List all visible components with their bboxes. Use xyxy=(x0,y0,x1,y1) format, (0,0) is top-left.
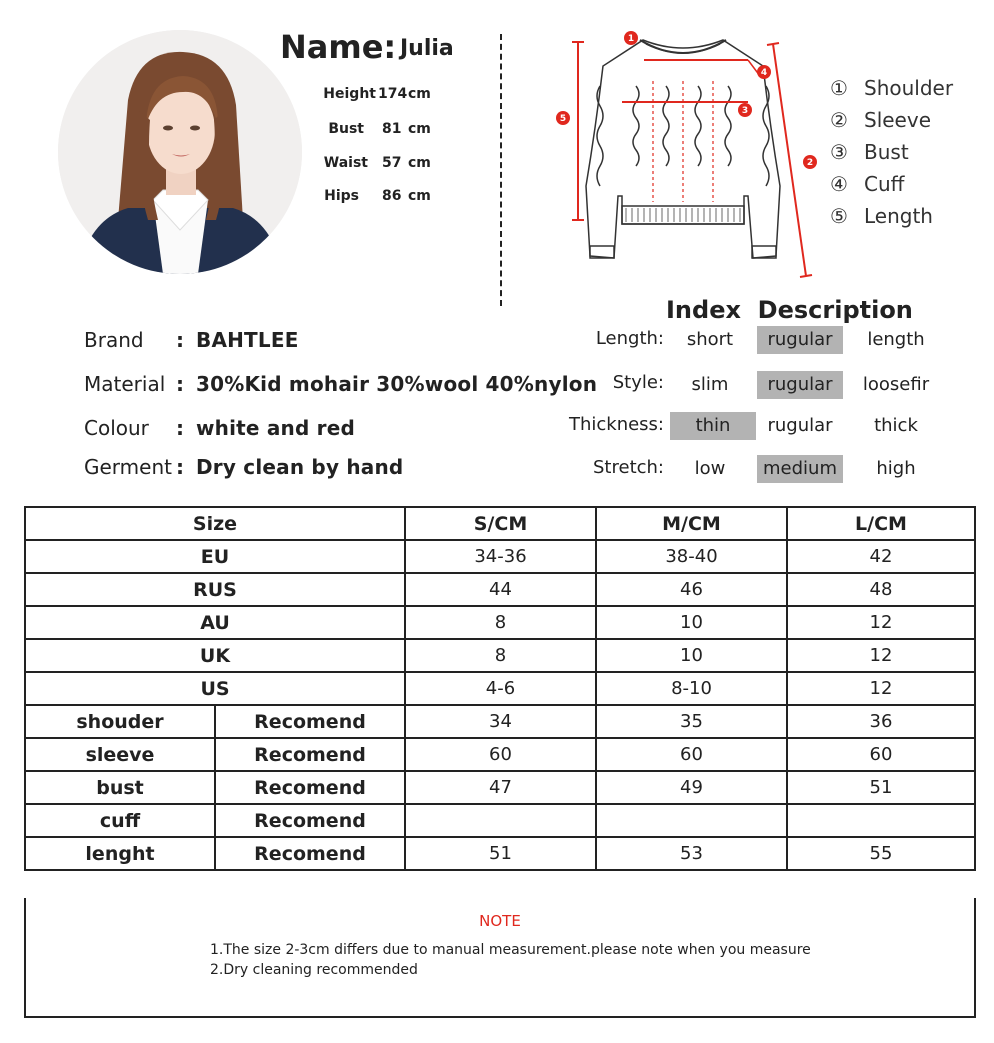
cell: 12 xyxy=(787,639,975,672)
cell: 10 xyxy=(596,606,787,639)
legend-length: ⑤ Length xyxy=(830,204,933,228)
header-l: L/CM xyxy=(787,507,975,540)
header-size: Size xyxy=(25,507,405,540)
stat-waist-label: Waist xyxy=(323,155,368,171)
marker-4: 4 xyxy=(760,68,768,78)
stat-bust-label: Bust xyxy=(328,121,364,137)
table-row xyxy=(25,573,975,606)
cell xyxy=(405,804,596,837)
row-label-us: US xyxy=(25,672,405,705)
stat-waist-value: 57 xyxy=(382,155,402,171)
cell: 8-10 xyxy=(596,672,787,705)
legend-sleeve: ② Sleeve xyxy=(830,108,932,132)
cell: 51 xyxy=(405,837,596,870)
name-label: Name: xyxy=(280,28,397,66)
sweater-sketch xyxy=(548,26,818,286)
stat-height-unit: cm xyxy=(408,86,431,102)
legend-shoulder: ① Shoulder xyxy=(830,76,954,100)
row-label-shouder: shouder xyxy=(25,705,215,738)
index-length-opt-1: rugular xyxy=(757,326,843,354)
cell: 60 xyxy=(596,738,787,771)
table-row xyxy=(25,705,975,738)
cell: 48 xyxy=(787,573,975,606)
recomend-label: Recomend xyxy=(215,804,405,837)
row-label-rus: RUS xyxy=(25,573,405,606)
brand-value: BAHTLEE xyxy=(196,328,299,352)
table-row xyxy=(25,672,975,705)
header-m: M/CM xyxy=(596,507,787,540)
row-label-bust: bust xyxy=(25,771,215,804)
stat-height-label: Height xyxy=(323,86,376,102)
row-label-uk: UK xyxy=(25,639,405,672)
marker-2: 2 xyxy=(806,158,814,168)
header-s: S/CM xyxy=(405,507,596,540)
sweater-diagram xyxy=(548,26,818,286)
table-row xyxy=(25,738,975,771)
stat-bust-value: 81 xyxy=(382,121,402,137)
marker-5: 5 xyxy=(559,114,567,124)
model-name: Julia xyxy=(400,36,454,61)
index-thickness-opt-1: rugular xyxy=(767,415,833,436)
colour-label: Colour xyxy=(84,416,149,440)
cell: 60 xyxy=(405,738,596,771)
table-row xyxy=(25,606,975,639)
legend-cuff: ④ Cuff xyxy=(830,172,905,196)
size-table xyxy=(24,506,976,871)
row-label-lenght: lenght xyxy=(25,837,215,870)
recomend-label: Recomend xyxy=(215,705,405,738)
index-thickness-label: Thickness: xyxy=(568,414,664,435)
cell xyxy=(596,804,787,837)
germent-colon: : xyxy=(176,455,184,479)
cell: 4-6 xyxy=(405,672,596,705)
table-row xyxy=(25,804,975,837)
stat-height-value: 174 xyxy=(378,86,408,102)
index-length-opt-0: short xyxy=(686,329,734,350)
marker-3: 3 xyxy=(741,106,749,116)
cell: 36 xyxy=(787,705,975,738)
index-thickness-opt-2: thick xyxy=(874,415,918,436)
cell: 10 xyxy=(596,639,787,672)
stat-hips-label: Hips xyxy=(324,188,359,204)
index-style-opt-1: rugular xyxy=(757,371,843,399)
cell: 46 xyxy=(596,573,787,606)
marker-1: 1 xyxy=(627,34,635,44)
table-row xyxy=(25,837,975,870)
note-line-2: 2.Dry cleaning recommended xyxy=(210,962,418,978)
index-thickness-opt-0: thin xyxy=(670,412,756,440)
germent-value: Dry clean by hand xyxy=(196,455,404,479)
cell: 42 xyxy=(787,540,975,573)
colour-value: white and red xyxy=(196,416,356,440)
note-title: NOTE xyxy=(479,912,521,930)
index-stretch-label: Stretch: xyxy=(593,457,664,478)
table-row xyxy=(25,540,975,573)
cell: 60 xyxy=(787,738,975,771)
cell: 47 xyxy=(405,771,596,804)
cell: 34-36 xyxy=(405,540,596,573)
table-row xyxy=(25,771,975,804)
index-stretch-opt-2: high xyxy=(876,458,916,479)
cell: 38-40 xyxy=(596,540,787,573)
index-stretch-opt-1: medium xyxy=(757,455,843,483)
stat-hips-unit: cm xyxy=(408,188,431,204)
recomend-label: Recomend xyxy=(215,738,405,771)
material-value: 30%Kid mohair 30%wool 40%nylon xyxy=(196,372,598,396)
cell: 8 xyxy=(405,639,596,672)
cell: 12 xyxy=(787,606,975,639)
index-length-label: Length: xyxy=(595,328,664,349)
stat-hips-value: 86 xyxy=(382,188,402,204)
cell: 12 xyxy=(787,672,975,705)
recomend-label: Recomend xyxy=(215,837,405,870)
index-length-opt-2: length xyxy=(867,329,925,350)
cell: 44 xyxy=(405,573,596,606)
stat-bust-unit: cm xyxy=(408,121,431,137)
cell: 34 xyxy=(405,705,596,738)
stat-waist-unit: cm xyxy=(408,155,431,171)
cell: 51 xyxy=(787,771,975,804)
colour-colon: : xyxy=(176,416,184,440)
note-line-1: 1.The size 2-3cm differs due to manual measurement.please note when you measure xyxy=(210,942,811,958)
row-label-cuff: cuff xyxy=(25,804,215,837)
model-illustration xyxy=(58,30,302,274)
table-row xyxy=(25,639,975,672)
brand-label: Brand xyxy=(84,328,144,352)
cell: 55 xyxy=(787,837,975,870)
cell xyxy=(787,804,975,837)
material-label: Material xyxy=(84,372,166,396)
recomend-label: Recomend xyxy=(215,771,405,804)
row-label-eu: EU xyxy=(25,540,405,573)
model-photo xyxy=(58,30,302,274)
index-stretch-opt-0: low xyxy=(694,458,726,479)
cell: 35 xyxy=(596,705,787,738)
index-style-opt-2: loosefir xyxy=(862,374,930,395)
row-label-au: AU xyxy=(25,606,405,639)
index-style-label: Style: xyxy=(612,372,664,393)
brand-colon: : xyxy=(176,328,184,352)
cell: 49 xyxy=(596,771,787,804)
dashed-divider xyxy=(500,34,502,306)
legend-bust: ③ Bust xyxy=(830,140,909,164)
table-header-row xyxy=(25,507,975,540)
note-box xyxy=(24,898,976,1018)
cell: 8 xyxy=(405,606,596,639)
index-title: Index Description xyxy=(666,296,913,324)
germent-label: Germent xyxy=(84,455,172,479)
cell: 53 xyxy=(596,837,787,870)
row-label-sleeve: sleeve xyxy=(25,738,215,771)
index-style-opt-0: slim xyxy=(691,374,729,395)
material-colon: : xyxy=(176,372,184,396)
